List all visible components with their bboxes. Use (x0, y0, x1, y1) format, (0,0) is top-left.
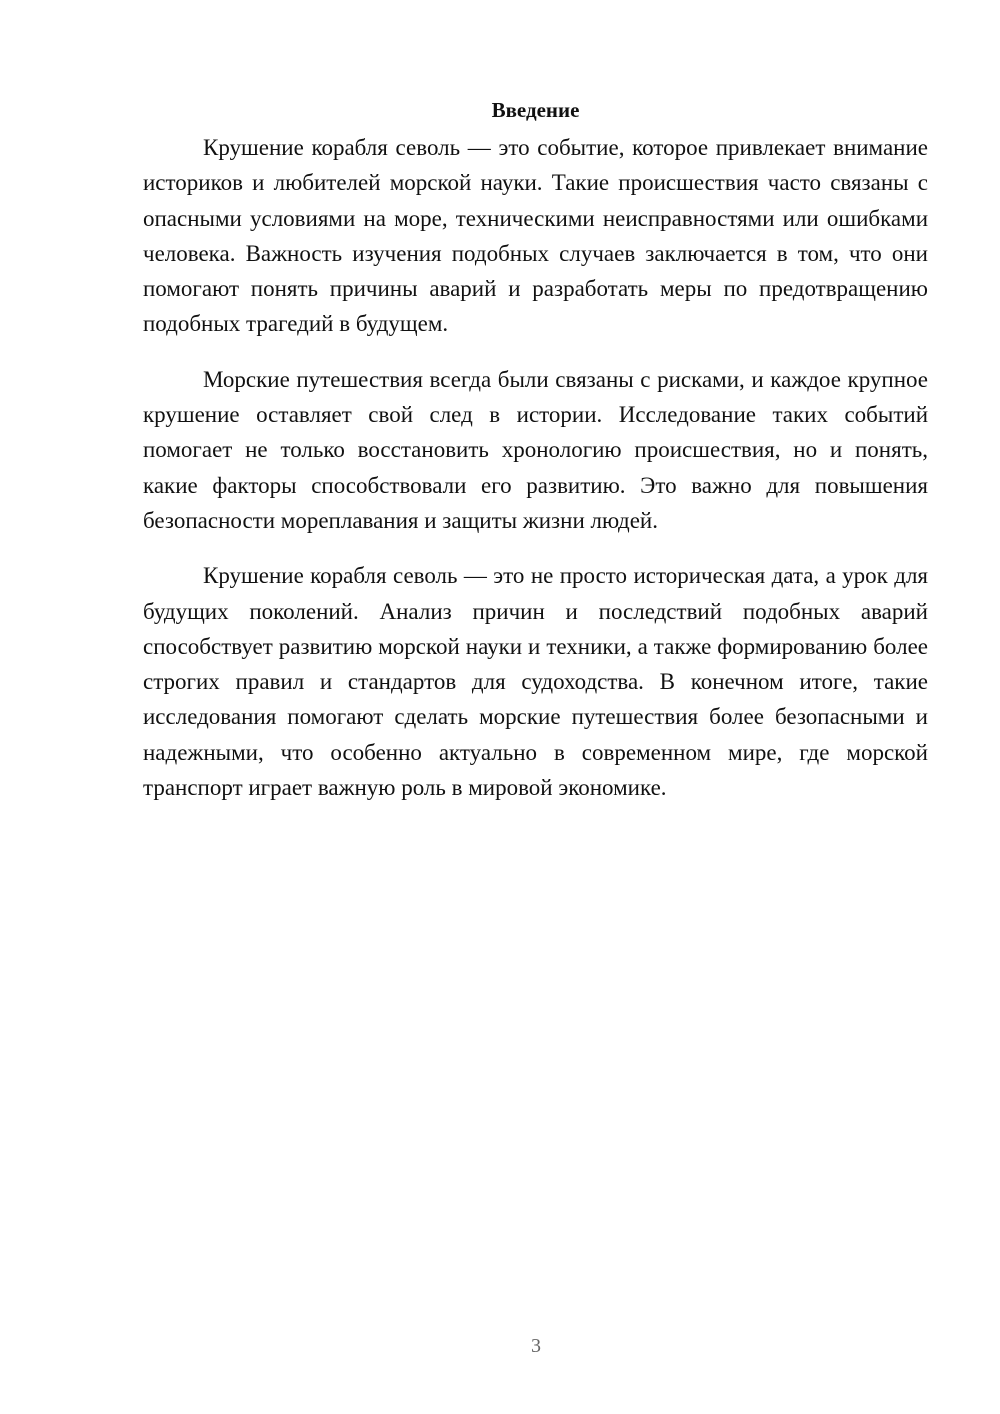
paragraph-3: Крушение корабля севоль — это не просто историческая дата, а урок для будущих поколений. Анализ причин и последствий подобных аварий способствует развитию морской науки и техники, а также формированию более строгих правил и стандартов для судоходства. В конечном итоге, такие исследования помогают сделать морские путешествия более безопасными и надежными, что особенно актуально в современном мире, где морской транспорт играет важную роль в мировой экономике. (143, 563, 928, 801)
paragraph-1: Крушение корабля севоль — это событие, которое привлекает внимание историков и любителей морской науки. Такие происшествия часто связаны с опасными условиями на море, техническими неисправностями или ошибками человека. Важность изучения подобных случаев заключается в том, что они помогают понять причины аварий и разработать меры по предотвращению подобных трагедий в будущем. (143, 135, 928, 337)
page-body (143, 95, 928, 825)
section-title: Введение (491, 98, 580, 122)
page-number: 3 (531, 1335, 541, 1357)
paragraph-2: Морские путешествия всегда были связаны с рисками, и каждое крупное крушение оставляет свой след в истории. Исследование таких событий помогает не только восстановить хронологию происшествия, но и понять, какие факторы способствовали его развитию. Это важно для повышения безопасности мореплавания и защиты жизни людей. (143, 366, 928, 533)
